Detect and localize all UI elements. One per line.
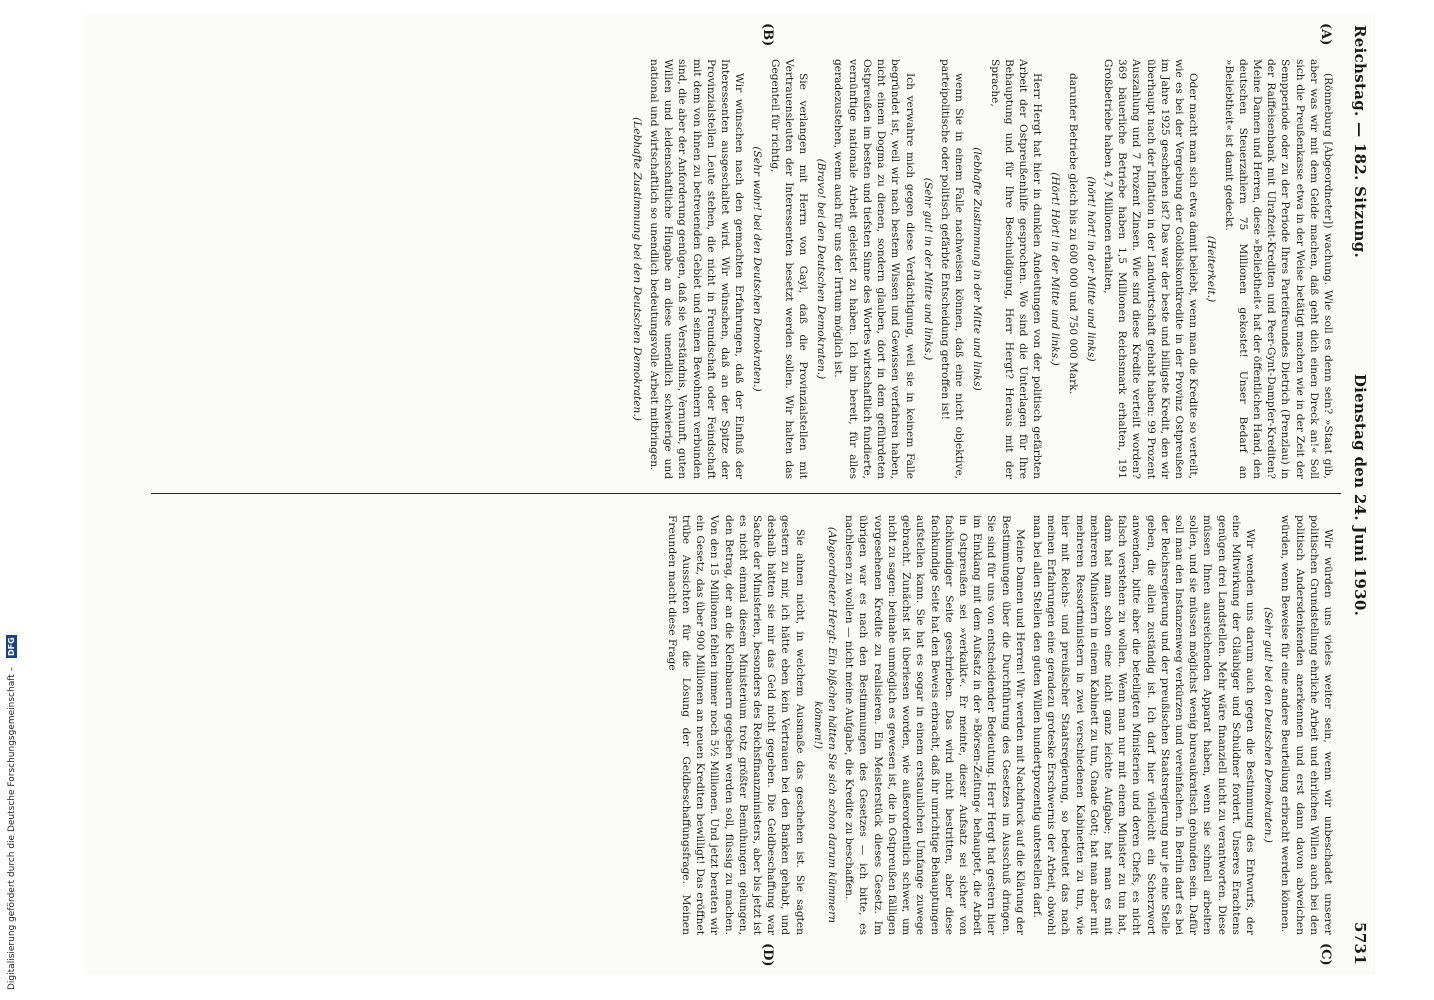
paragraph: Sie ahnen nicht, in welchem Ausmaße das geschehen ist. Sie sagten gestern zu mir, ich hätte eben kein Vertrauen bei den Banken gehabt, und deshalb hätten sie mir das Geld nicht gegeben. Die Geldbeschaffung war Sache der Ministerien, besonders des Reichsfinanzministers, aber bis jetzt ist es nicht einmal diesem Ministerium trotz größter Bemühungen gelungen, den Betrag, der an die Kleinbauern gegeben werden soll, flüssig zu machen. Von den 15 Millionen fehlen immer noch 5½ Millionen. Und jetzt beraten wir ein Gesetz, das über 900 Millionen an neuen Krediten bewilligt! Das eröffnet trübe Aussichten für die Lösung der Geldbeschaffungsfrage. Meinen Freunden macht diese Frage (665, 515, 806, 935)
header-date: Dienstag den 24. Juni 1930. (1351, 373, 1369, 617)
stage-direction: (hört! hört! in der Mitte und links) (1084, 176, 1097, 362)
paragraph: Wir würden uns vieles weiter sein, wenn wir unbeschadet unserer politischen Grundstellung ehrliche Arbeit und ehrlichen Willen auch bei den politisch Andersdenkenden anerkennen und erst dann davon abweichen würden, wenn Beweise für eine andere Beurteilung erbracht werden können. (1279, 515, 1334, 935)
left-text-column (155, 59, 1335, 479)
stage-direction: (Sehr gut! bei den Deutschen Demokraten.) (1262, 607, 1275, 843)
dfg-logo: DFG (7, 637, 16, 656)
margin-marker-c: (C) (1318, 943, 1333, 966)
stage-direction: (Abgeordneter Hergt: Ein bißchen hätten Sie sich schon darum kümmern können!) (811, 526, 839, 924)
margin-marker-a: (A) (1318, 23, 1333, 46)
stage-direction: (Lebhafte Zustimmung bei den Deutschen Demokraten.) (630, 117, 643, 421)
stage-direction: (lebhafte Zustimmung in der Mitte und links) (971, 147, 984, 391)
header-session: Reichstag. — 182. Sitzung. (1351, 25, 1369, 259)
paragraph: Ich verwahre mich gegen diese Verdächtigung, weil sie in keinem Falle begründet ist, weil wir nach bestem Wissen und Gewissen verfahren haben, nicht einem Dogma zu dienen, sondern glauben, dort in dem geführdeten Ostpreußen im besten und tiefsten Sinne des Wortes wirtschaftlich fundierte, vernünftige nationale Arbeit geleistet zu haben. Ich bin bereit, für alles geradezustehen, wenn auch für uns der Irrtum möglich ist. (832, 59, 916, 479)
column-divider (151, 493, 1341, 494)
stage-direction: (Hört! Hört! in der Mitte und links.) (1049, 172, 1062, 366)
stage-direction: (Bravo! bei den Deutschen Demokraten.) (815, 158, 828, 380)
paragraph: Sie verlangen mit Herrn von Gayl, daß die Provinzialstellen mit Vertrauensleuten der Interessenten besetzt werden sollen. Wir halten das Gegenteil für richtig, (768, 59, 810, 479)
paragraph: (Rönneburg [Abgeordneter]) wachung. Wie soll es denn sein? »Staat gib, aber was wir mit dem Gelde machen, daß geht dich einen Dreck an!« Soll sich die Preußenkasse etwa in der Weise betätigt machen wie in der Zeit der Sempperiode oder zu der Periode Ihres Parteifreundes Dietrich (Prenzlau) in der Raiffeisenbank mit Ulrafzeit-Krediten und Peer-Gynt-Dampfer-Krediten? Meine Damen und Herren, diese »Beliebtheit« hat der öffentlichen Hand, den deutschen Steuerzahlern 75 Millionen gekostet! Unser Bedarf an »Beliebtheit« ist damit gedeckt. (1222, 59, 1334, 479)
paragraph: Wir wünschen nach den gemachten Erfahrungen, daß der Einfluß der Interessenten ausgeschaltet wird. Wir wünschen, daß an der Spitze der Provinzialstellen Leute stehen, die nicht in Freundschaft oder Feindschaft mit dem von ihnen zu betreuenden Gebiet und seinen Bewohnern verbunden sind, die aber der Anforderung genügen, daß sie Verständnis, Vernunft, guten Willen und leidenschaftliche Hingabe an diese unendlich schwierige und national und wirtschaftlich so unendlich bedeutungsvolle Arbeit mitbringen. (648, 59, 746, 479)
paragraph: wenn Sie in einem Falle nachweisen können, daß eine nicht objektive, parteipolitische oder politisch gefärbte Entscheidung getroffen ist! (938, 59, 966, 479)
right-text-column (155, 515, 1335, 935)
paragraph: Herr Hergt hat hier in dunklen Andeutungen von der politisch gefärbten Arbeit der Ostpreußenhilfe gesprochen. Wo sind die Unterlagen für Ihre Behauptung und für Ihre Beschuldigung, Herr Hergt? Heraus mit der Sprache, (988, 59, 1044, 479)
margin-marker-b: (B) (760, 23, 775, 47)
stage-direction: (Sehr gut! in der Mitte und links.) (921, 177, 934, 361)
paragraph: Oder macht man sich etwa damit beliebt, wenn man die Kredite so verteilt, wie es bei der Vergebung der Goldbiskontkredite in der Provinz Ostpreußen im Jahre 1925 geschehen ist? Das war der beste und billigste Kredit, den wir überhaupt nach der Inflation in der Landwirtschaft gehabt haben: 99 Prozent Auszahlung und 7 Prozent Zinsen. Wie sind diese Kredite verteilt worden? 369 bäuerliche Betriebe haben 1,5 Millionen Reichsmark erhalten, 191 Großbetriebe haben 4,7 Millionen erhalten, (1101, 59, 1200, 479)
margin-marker-d: (D) (760, 943, 775, 967)
paragraph: Wir wenden uns darum auch gegen die Bestimmung des Entwurfs, der eine Mitwirkung der Gläubiger und Schuldner fordert. Unseres Erachtens genügen drei Landstellen. Mehr wäre finanziell nicht zu verantworten. Diese müssen Ihnen ausreichenden Apparat haben, wenn sie schnell arbeiten sollen, und sie müssen möglichst wenig bureaukratisch gebunden sein. Dafür soll man den Instanzenweg verkürzen und vereinfachen. In Berlin darf es bei der Reichsregierung und der preußischen Staatsregierung nur je eine Stelle geben, die allein zuständig ist. Ich darf hier vielleicht ein Scherzwort anwenden, bitte aber die beteiligten Ministerien und deren Chefs, es nicht falsch verstehen zu wollen. Wenn man nur mit einem Minister zu tun hat, dann hat man schon eine nicht ganz leichte Aufgabe; hat man es mit mehreren Ministern in einem Kabinett zu tun, Gnade Gott; hat man aber mit mehreren Ressortministern in zwei verschiedenen Kabinetten zu tun, wie hier mit Reichs- und preußischer Staatsregierung, so bedeutet das nach meinen Erfahrungen eine geradezu groteske Erschwernis der Arbeit, obwohl man bei allen Stellen den guten Willen hundertprozentig unterstellen darf. (1030, 515, 1256, 935)
paragraph: Meine Damen und Herren! Wir werden mit Nachdruck auf die Klärung der Bestimmungen über die Durchführung des Gesetzes im Ausschuß dringen. Sie sind für uns von entscheidender Bedeutung. Herr Hergt hat gestern hier im Einklang mit dem Aufsatz in der »Börsen-Zeitung« behauptet, die Arbeit in Ostpreußen sei »verkalkt«. Er meinte, dieser Aufsatz sei sicher von fachkundiger Seite geschrieben. Das wird nicht bestritten, aber diese fachkundige Seite hat den Beweis erbracht, daß ihr unrichtige Behauptungen aufstellen kann. Sie hat es sogar in einem erstaunlichen Umfange zuwege gebracht. Zunächst ist überlesen worden, wie außerordentlich schwer, um nicht zu sagen: beinahe unmöglich es gewesen ist, die in Ostpreußen fälligen vorgesehenen Kredite zu realisieren. Ein Meisterstück dieses Gesetz. Im übrigen war es nach den Bestimmungen des Gesetzes — ich bitte, es nachlesen zu wollen — nicht meine Aufgabe, die Kredite zu beschaffen. (843, 515, 1026, 935)
credit-text: Digitalisierung gefördert durch die Deutsche Forschungsgemeinschaft – (7, 666, 17, 990)
scanned-page (85, 15, 1375, 975)
stage-direction: (Sehr wahr! bei den Deutschen Demokraten.) (751, 146, 764, 392)
digitization-credit (6, 10, 20, 990)
page-number: 5731 (1351, 922, 1369, 965)
stage-direction: (Heiterkeit.) (1205, 235, 1218, 303)
page-header (1343, 15, 1369, 975)
paragraph: darunter Betriebe gleich bis zu 600 000 und 750 000 Mark. (1066, 73, 1079, 395)
